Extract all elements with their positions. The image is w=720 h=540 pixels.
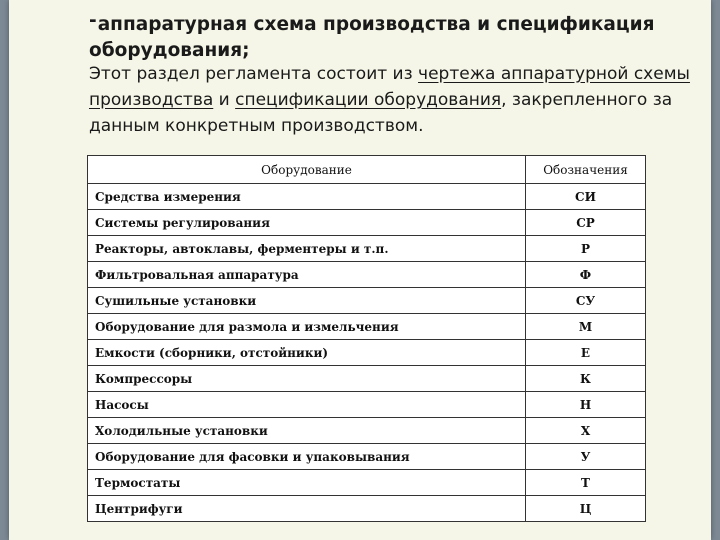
equipment-name: Реакторы, автоклавы, ферментеры и т.п. xyxy=(88,236,526,262)
header-designation: Обозначения xyxy=(526,156,646,184)
intro-underlined-scheme: чертежа аппаратурной схемы производства xyxy=(89,64,690,110)
intro-paragraph xyxy=(89,61,704,139)
equipment-name: Насосы xyxy=(88,392,526,418)
equipment-code: Х xyxy=(526,418,646,444)
equipment-code: К xyxy=(526,366,646,392)
intro-part-3: , закрепленного за данным конкретным производством. xyxy=(89,90,673,136)
equipment-name: Компрессоры xyxy=(88,366,526,392)
heading xyxy=(89,8,699,64)
table-header-row xyxy=(88,156,646,184)
equipment-code: У xyxy=(526,444,646,470)
equipment-code: М xyxy=(526,314,646,340)
intro-part-2: и xyxy=(213,90,236,110)
table-row xyxy=(88,366,646,392)
equipment-name: Термостаты xyxy=(88,470,526,496)
table-row xyxy=(88,340,646,366)
table-row xyxy=(88,288,646,314)
equipment-code: Е xyxy=(526,340,646,366)
table-row xyxy=(88,314,646,340)
equipment-name: Емкости (сборники, отстойники) xyxy=(88,340,526,366)
table-row xyxy=(88,392,646,418)
table-row xyxy=(88,496,646,522)
table-row xyxy=(88,262,646,288)
table-row xyxy=(88,210,646,236)
equipment-name: Системы регулирования xyxy=(88,210,526,236)
table-row xyxy=(88,184,646,210)
table-row xyxy=(88,236,646,262)
equipment-name: Сушильные установки xyxy=(88,288,526,314)
equipment-name: Холодильные установки xyxy=(88,418,526,444)
intro-underlined-specification: спецификации оборудования xyxy=(235,90,502,110)
equipment-code: СУ xyxy=(526,288,646,314)
table-row xyxy=(88,444,646,470)
equipment-table xyxy=(87,155,646,522)
equipment-code: Н xyxy=(526,392,646,418)
equipment-code: Р xyxy=(526,236,646,262)
equipment-code: Ц xyxy=(526,496,646,522)
table-row xyxy=(88,418,646,444)
equipment-code: СР xyxy=(526,210,646,236)
equipment-name: Центрифуги xyxy=(88,496,526,522)
intro-part-1: Этот раздел регламента состоит из xyxy=(89,64,419,84)
equipment-name: Фильтровальная аппаратура xyxy=(88,262,526,288)
table-row xyxy=(88,470,646,496)
equipment-code: Т xyxy=(526,470,646,496)
heading-dash: - xyxy=(89,10,97,31)
equipment-code: СИ xyxy=(526,184,646,210)
equipment-name: Оборудование для фасовки и упаковывания xyxy=(88,444,526,470)
equipment-name: Оборудование для размола и измельчения xyxy=(88,314,526,340)
slide xyxy=(9,0,711,540)
heading-text: аппаратурная схема производства и спецификация оборудования; xyxy=(89,14,655,61)
equipment-name: Средства измерения xyxy=(88,184,526,210)
header-equipment: Оборудование xyxy=(88,156,526,184)
equipment-code: Ф xyxy=(526,262,646,288)
